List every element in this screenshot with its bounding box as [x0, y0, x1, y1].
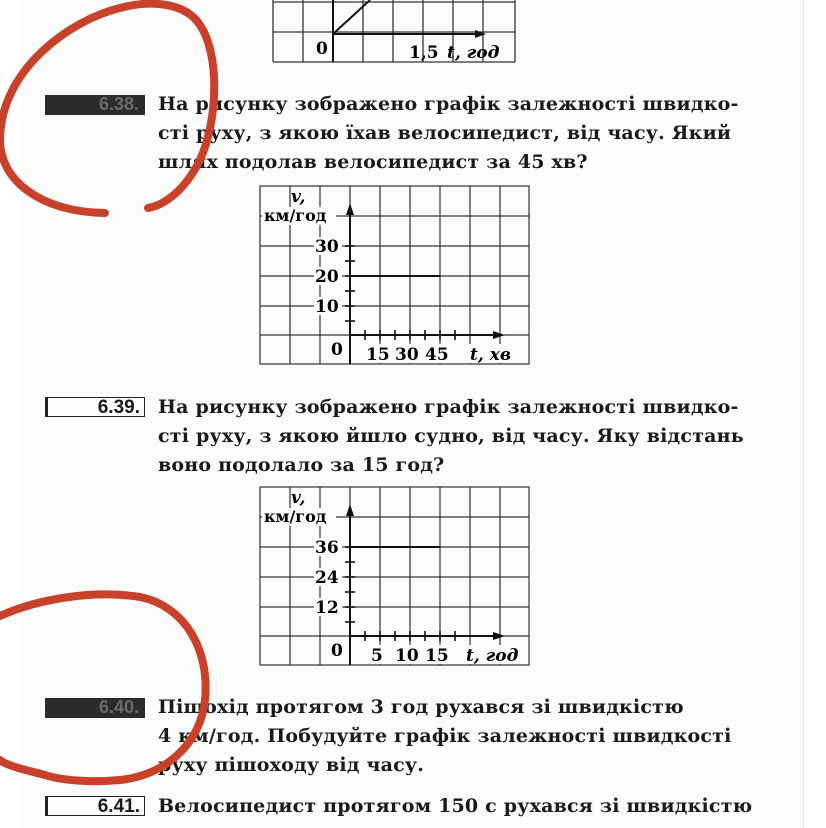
text-line: сті руху, з якою їхав велосипедист, від часу. Який — [158, 122, 732, 144]
top-graph — [272, 0, 517, 66]
y-tick-label: 24 — [315, 568, 339, 588]
text-line: На рисунку зображено графік залежності швидко- — [158, 396, 739, 418]
problem-number-6-39: 6.39. — [45, 397, 145, 417]
x-tick-label: 15 — [425, 646, 449, 666]
problem-number-6-41: 6.41. — [45, 796, 145, 816]
text-line: руху пішоходу від часу. — [158, 754, 425, 776]
problem-number-6-40: 6.40. — [45, 698, 145, 718]
page-edge — [803, 0, 826, 828]
text-line: Пішохід протягом 3 год рухався зі швидкістю — [158, 696, 684, 718]
y-label-unit: км/год — [264, 206, 327, 225]
problem-6-38-text — [158, 90, 758, 177]
y-label-v: v, — [291, 488, 306, 508]
graph-6-38 — [259, 185, 531, 367]
text-line: воно подолало за 15 год? — [158, 454, 445, 476]
text-line: На рисунку зображено графік залежності швидко- — [158, 93, 739, 115]
text-line: шлях подолав велосипедист за 45 хв? — [158, 151, 588, 173]
y-label-unit: км/год — [264, 507, 327, 526]
problem-number-6-38: 6.38. — [45, 95, 145, 115]
y-tick-label: 20 — [315, 267, 339, 287]
x-axis-label: t, год — [466, 646, 519, 666]
y-tick-label: 12 — [315, 598, 339, 618]
x-axis-label: t, хв — [470, 345, 511, 365]
problem-6-41-text — [158, 792, 758, 821]
y-tick-label: 30 — [315, 237, 339, 257]
graph-6-39 — [259, 486, 531, 668]
y-tick-label: 10 — [315, 297, 339, 317]
x-tick-label: 10 — [395, 646, 419, 666]
text-line: Велосипедист протягом 150 с рухався зі швидкістю — [158, 795, 753, 817]
problem-6-40-text — [158, 693, 758, 780]
x-tick-label: 5 — [371, 646, 383, 666]
text-line: 4 км/год. Побудуйте графік залежності швидкості — [158, 725, 732, 747]
top-graph-x-axis-label: t, год — [447, 43, 500, 63]
top-graph-origin: 0 — [316, 39, 328, 59]
origin-label: 0 — [331, 340, 343, 360]
problem-6-39-text — [158, 393, 758, 480]
x-tick-label: 15 — [366, 345, 390, 365]
y-label-v: v, — [291, 187, 306, 207]
top-graph-x-tick: 1,5 — [409, 43, 439, 63]
text-line: сті руху, з якою йшло судно, від часу. Яку відстань — [158, 425, 744, 447]
x-tick-label: 30 — [395, 345, 419, 365]
y-tick-label: 36 — [315, 538, 339, 558]
x-tick-label: 45 — [425, 345, 449, 365]
origin-label: 0 — [331, 641, 343, 661]
